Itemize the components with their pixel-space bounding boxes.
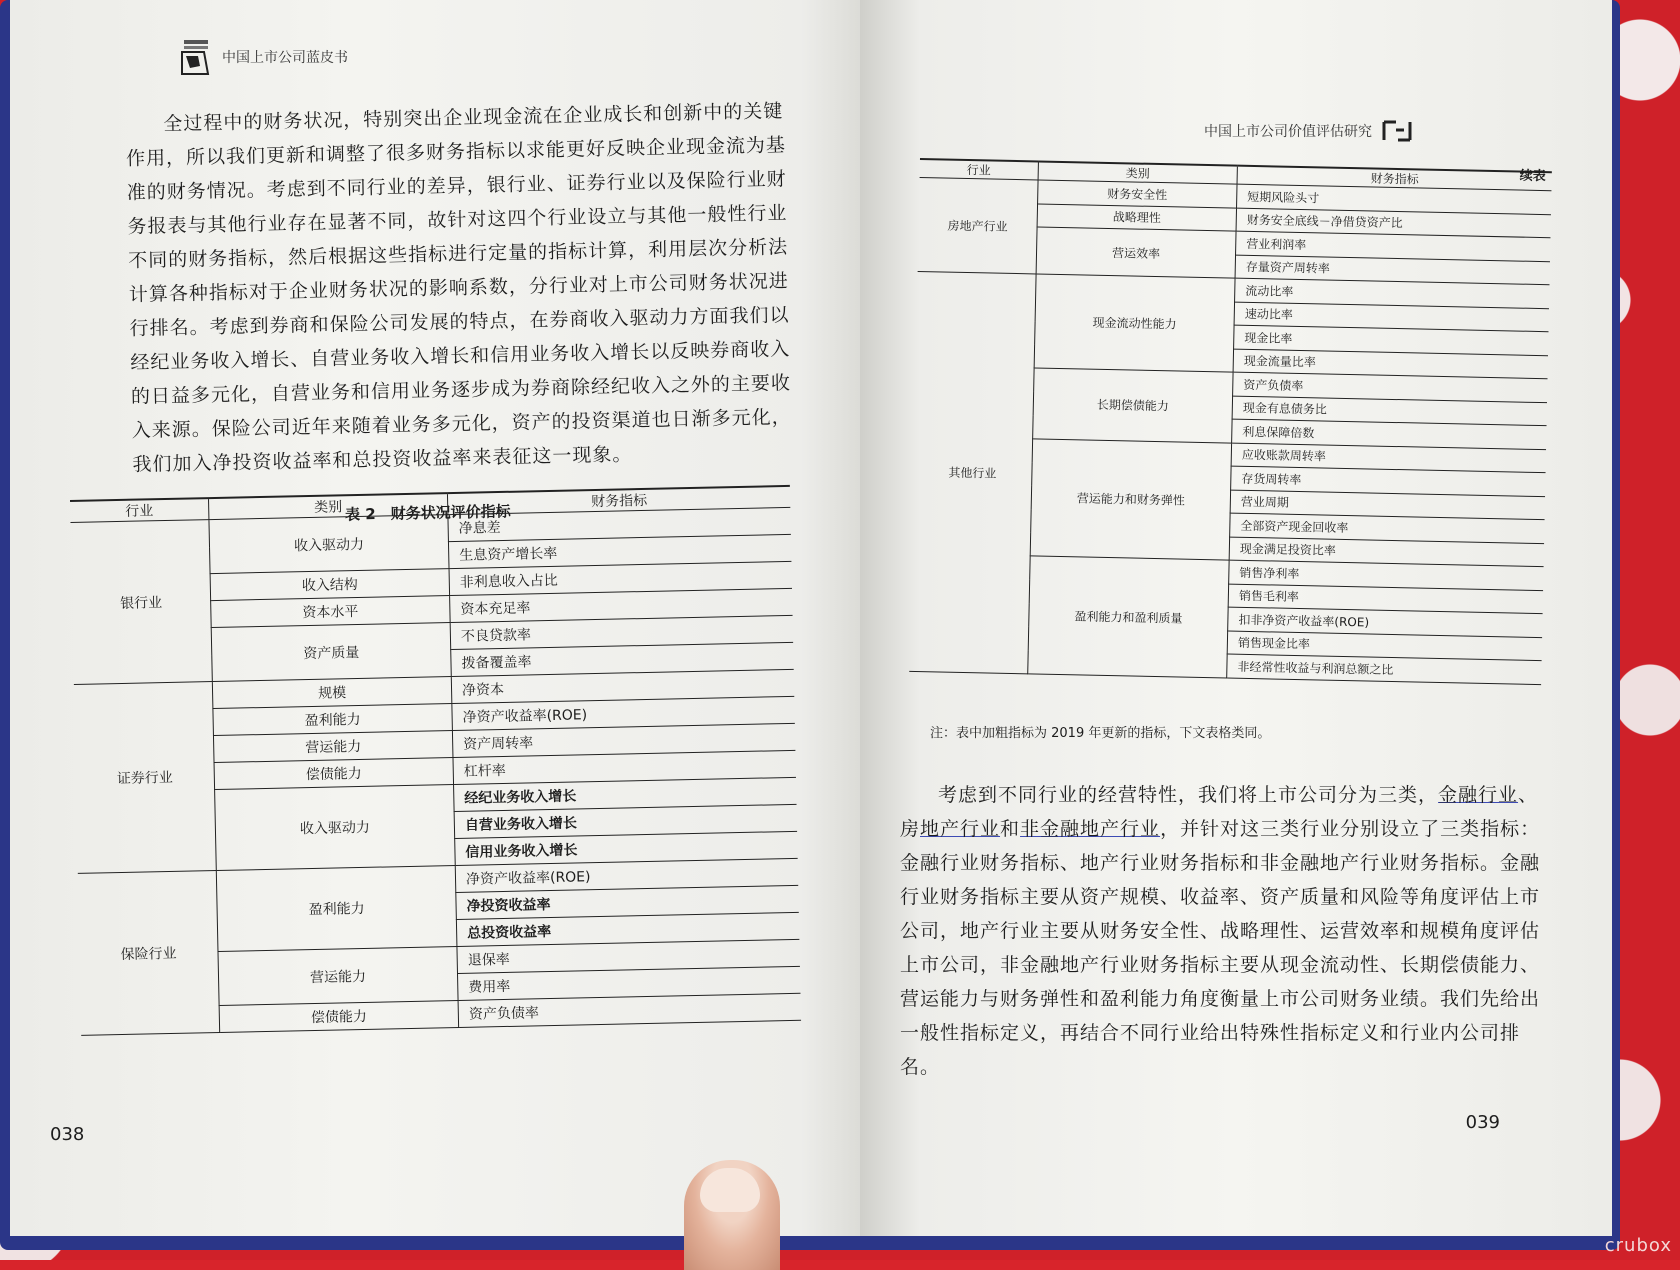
left-indicator-cell: 经纪业务收入增长 (454, 777, 797, 811)
left-category-cell: 盈利能力 (216, 866, 457, 952)
right-category-cell: 营运效率 (1036, 227, 1236, 278)
right-indicator-cell: 非经常性收益与利润总额之比 (1227, 654, 1542, 684)
right-industry-cell: 房地产行业 (918, 177, 1038, 273)
right-category-cell: 战略理性 (1037, 203, 1236, 231)
right-indicator-cell: 扣非净资产收益率(ROE) (1228, 607, 1543, 637)
right-indicator-cell: 利息保障倍数 (1232, 419, 1547, 449)
left-indicator-cell: 净息差 (448, 507, 791, 541)
left-paragraph (125, 94, 803, 482)
right-indicator-cell: 现金满足投资比率 (1229, 537, 1544, 567)
right-category-cell: 盈利能力和盈利质量 (1028, 556, 1229, 678)
left-category-cell: 规模 (212, 677, 452, 709)
left-indicator-cell: 退保率 (457, 939, 800, 973)
right-page-number: 039 (1465, 1112, 1500, 1133)
left-industry-cell: 保险行业 (78, 871, 220, 1036)
paragraph-segment: 和 (1000, 818, 1021, 840)
left-indicator-cell: 资产周转率 (452, 723, 795, 757)
left-indicator-cell: 不良贷款率 (450, 615, 793, 649)
paragraph-segment: 考虑到不同行业的经营特性，我们将上市公司分为三类， (938, 784, 1439, 806)
left-category-cell: 收入结构 (210, 569, 450, 601)
left-indicator-cell: 费用率 (458, 966, 801, 1000)
right-indicator-cell: 销售毛利率 (1228, 584, 1543, 614)
right-category-cell: 营运能力和财务弹性 (1030, 438, 1231, 560)
underlined-term: 非金融地产行业 (1020, 818, 1161, 840)
right-page-header (1204, 118, 1412, 144)
right-indicator-cell: 存货周转率 (1231, 466, 1546, 496)
left-page-header (178, 38, 348, 76)
left-indicator-cell: 信用业务收入增长 (455, 831, 798, 865)
right-indicator-cell: 营业周期 (1230, 490, 1545, 520)
right-paragraph (900, 778, 1550, 1084)
left-indicator-cell: 净资产收益率(ROE) (455, 858, 798, 892)
left-category-cell: 营运能力 (213, 731, 453, 763)
right-indicator-cell: 存量资产周转率 (1235, 255, 1550, 285)
left-header-title: 中国上市公司蓝皮书 (222, 50, 348, 66)
right-table-body (909, 177, 1551, 684)
underlined-term: 地产行业 (920, 818, 1001, 840)
col-header-category: 类别 (208, 493, 447, 520)
table-title: 表 2 财务状况评价指标 (344, 502, 511, 524)
right-indicator-cell: 短期风险头寸 (1237, 184, 1552, 214)
left-category-cell: 偿债能力 (219, 1000, 459, 1032)
left-indicator-cell: 净资本 (451, 669, 794, 703)
table-note: 注：表中加粗指标为 2019 年更新的指标，下文表格类同。 (930, 726, 1271, 741)
left-category-cell: 偿债能力 (214, 758, 454, 790)
left-industry-cell: 证券行业 (74, 682, 216, 874)
left-indicator-cell: 杠杆率 (453, 750, 796, 784)
right-indicator-cell: 流动比率 (1235, 278, 1550, 308)
right-indicator-cell: 财务安全底线－净借贷资产比 (1236, 208, 1551, 238)
book-logo-icon (178, 38, 212, 76)
right-indicator-cell: 应收账款周转率 (1231, 443, 1546, 473)
left-category-cell: 资本水平 (211, 596, 451, 628)
right-page (860, 0, 1612, 1236)
right-indicator-cell: 营业利润率 (1236, 231, 1551, 261)
right-indicator-table (909, 158, 1552, 685)
left-page-number: 038 (50, 1124, 85, 1145)
right-indicator-cell: 资产负债率 (1233, 372, 1548, 402)
paragraph-segment: ，并针对这三类行业分别设立了三类指标：金融行业财务指标、地产行业财务指标和非金融地产行业财务指标。金融行业财务指标主要从资产规模、收益率、资产质量和风险等角度评估上市公司，地产行业主要从财务安全性、战略理性、运营效率和规模角度评估上市公司，非金融地产行业财务指标主要从现金流动性、长期偿债能力、营运能力与财务弹性和盈利能力角度衡量上市公司财务业绩。我们先给出一般性指标定义，再结合不同行业给出特殊性指标定义和行业内公司排名。 (900, 818, 1541, 1078)
right-industry-cell: 其他行业 (909, 271, 1036, 673)
left-category-cell: 收入驱动力 (209, 515, 449, 574)
left-indicator-cell: 拨备覆盖率 (451, 642, 794, 676)
right-category-cell: 长期偿债能力 (1033, 368, 1233, 443)
left-table-body (70, 507, 801, 1035)
underlined-term: 金融行业 (1438, 784, 1519, 806)
right-category-cell: 现金流动性能力 (1034, 274, 1235, 372)
left-indicator-cell: 资产负债率 (458, 993, 801, 1027)
left-indicator-cell: 非利息收入占比 (449, 561, 792, 595)
col-header-indicator: 财务指标 (447, 486, 790, 515)
corner-logo-icon (1382, 118, 1412, 144)
right-indicator-cell: 全部资产现金回收率 (1230, 513, 1545, 543)
col-header-industry-right: 行业 (920, 159, 1039, 180)
left-indicator-cell: 自营业务收入增长 (454, 804, 797, 838)
right-indicator-cell: 销售现金比率 (1227, 631, 1542, 661)
col-header-industry: 行业 (70, 498, 209, 522)
left-paragraph-text: 全过程中的财务状况，特别突出企业现金流在企业成长和创新中的关键作用，所以我们更新和调整了很多财务指标以求能更好反映企业现金流为基准的财务情况。考虑到不同行业的差异，银行业、证券行业以及保险行业财务报表与其他行业存在显著不同，故针对这四个行业设立与其他一般性行业不同的财务指标，然后根据这些指标进行定量的指标计算，利用层次分析法计算各种指标对于企业财务状况的影响系数，分行业对上市公司财务状况进行排名。考虑到券商和保险公司发展的特点，在券商收入驱动力方面我们以经纪业务收入增长、自营业务收入增长和信用业务收入增长以反映券商收入的日益多元化，自营业务和信用业务逐步成为券商除经纪收入之外的主要收入来源。保险公司近年来随着业务多元化，资产的投资渠道也日渐多元化，我们加入净投资收益率和总投资收益率来表征这一现象。 (125, 100, 792, 476)
thumb-nail (700, 1168, 760, 1212)
left-category-cell: 营运能力 (218, 946, 458, 1005)
left-industry-cell: 银行业 (70, 520, 212, 685)
left-indicator-cell: 资本充足率 (450, 588, 793, 622)
left-indicator-cell: 净投资收益率 (456, 885, 799, 919)
col-header-indicator-right: 财务指标 (1237, 166, 1552, 191)
left-category-cell: 盈利能力 (213, 704, 453, 736)
left-indicator-cell: 总投资收益率 (456, 912, 799, 946)
paragraph-segment: 、房 (900, 784, 1539, 840)
right-indicator-cell: 现金有息债务比 (1232, 396, 1547, 426)
left-indicator-table (70, 485, 801, 1036)
left-category-cell: 资产质量 (211, 623, 451, 682)
left-category-cell: 收入驱动力 (215, 785, 456, 871)
right-paragraph-text (900, 778, 1550, 1084)
watermark: crubox (1604, 1235, 1672, 1256)
right-indicator-cell: 销售净利率 (1229, 560, 1544, 590)
right-header-title: 中国上市公司价值评估研究 (1204, 124, 1372, 140)
right-indicator-cell: 速动比率 (1234, 302, 1549, 332)
col-header-category-right: 类别 (1038, 161, 1237, 184)
continued-label: 续表 (1519, 168, 1546, 185)
left-indicator-cell: 生息资产增长率 (448, 534, 791, 568)
right-category-cell: 财务安全性 (1038, 180, 1237, 208)
left-indicator-cell: 净资产收益率(ROE) (452, 696, 795, 730)
right-indicator-cell: 现金流量比率 (1233, 349, 1548, 379)
left-page (10, 0, 870, 1236)
right-indicator-cell: 现金比率 (1234, 325, 1549, 355)
